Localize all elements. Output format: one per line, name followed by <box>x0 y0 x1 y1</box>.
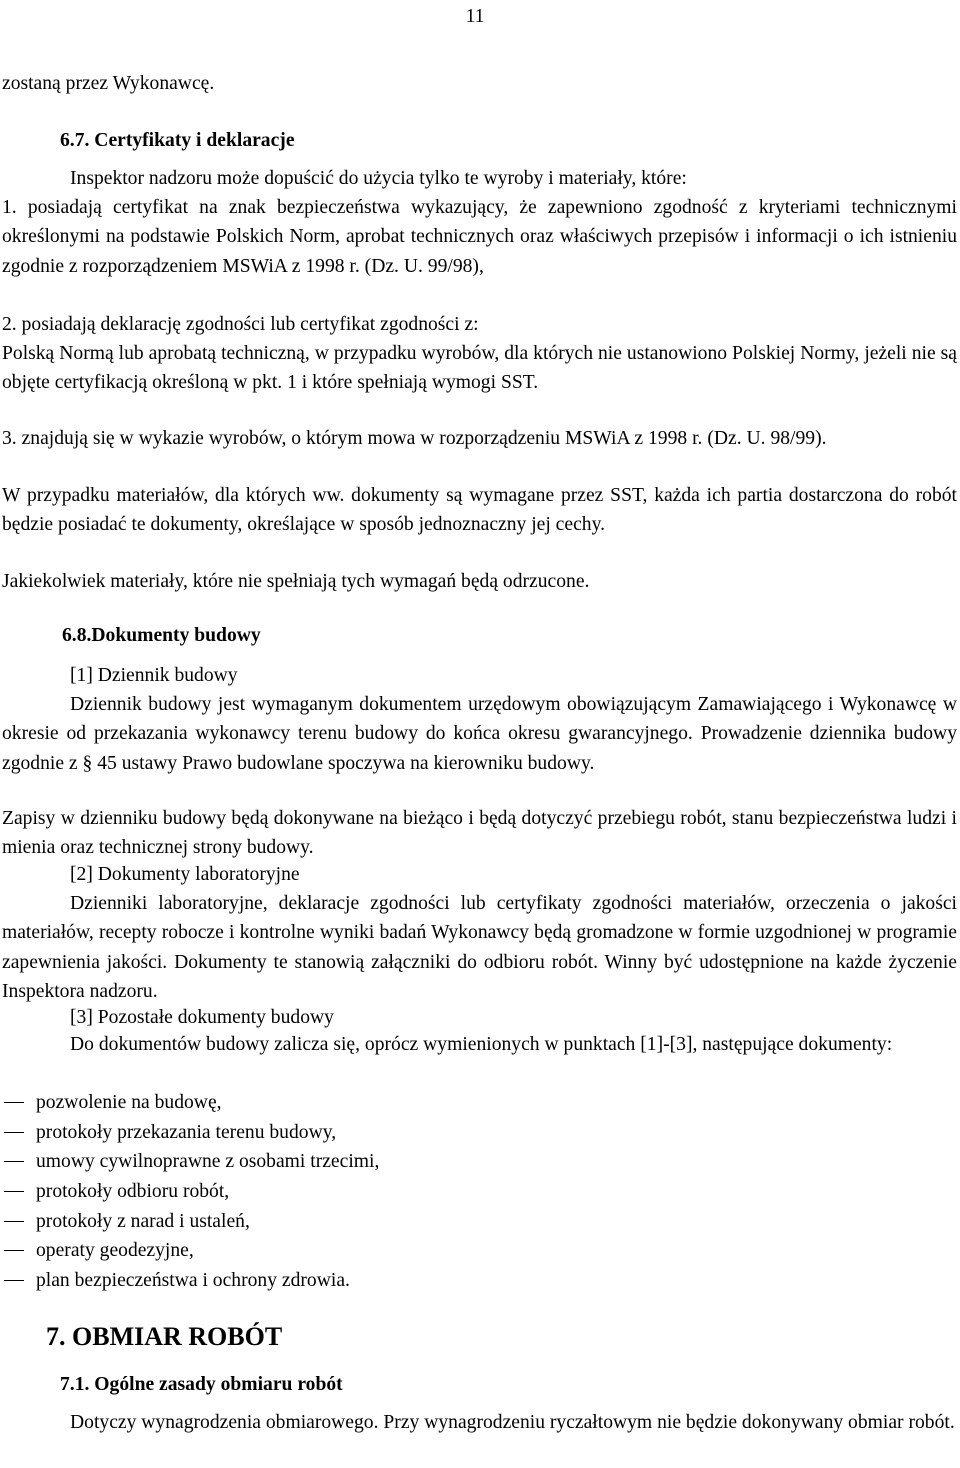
dash-bullet <box>4 1191 24 1192</box>
list-item: pozwolenie na budowę, <box>0 1088 379 1118</box>
item-3-paragraph: 3. znajdują się w wykazie wyrobów, o którym mowa w rozporządzeniu MSWiA z 1998 r. (Dz. U. 98/99). <box>2 428 827 449</box>
rejection-note: Jakiekolwiek materiały, które nie spełniają tych wymagań będą odrzucone. <box>2 571 590 592</box>
dash-bullet <box>4 1161 24 1162</box>
subsection-1-paragraph-2: Zapisy w dzienniku budowy będą dokonywane na bieżąco i będą dotyczyć przebiegu robót, stanu bezpieczeństwa ludzi i mienia oraz technicznej strony budowy. <box>2 808 957 859</box>
subsection-3-paragraph: Do dokumentów budowy zalicza się, oprócz wymienionych w punktach [1]-[3], następujące dokumenty: <box>70 1034 893 1055</box>
list-item: operaty geodezyjne, <box>0 1236 379 1266</box>
section-7-1-paragraph: Dotyczy wynagrodzenia obmiarowego. Przy wynagrodzeniu ryczałtowym nie będzie dokonywany obmiar robót. <box>70 1412 955 1433</box>
documents-list <box>0 1088 379 1296</box>
page-number: 11 <box>465 6 485 27</box>
dash-bullet <box>4 1221 24 1222</box>
list-item: protokoły odbioru robót, <box>0 1177 379 1207</box>
section-6-7-lead: Inspektor nadzoru może dopuścić do użycia tylko te wyroby i materiały, które: <box>70 168 687 189</box>
dash-bullet <box>4 1250 24 1251</box>
list-item: umowy cywilnoprawne z osobami trzecimi, <box>0 1147 379 1177</box>
dash-bullet <box>4 1280 24 1281</box>
subsection-1-paragraph-1: Dziennik budowy jest wymaganym dokumentem urzędowym obowiązującym Zamawiającego i Wykonawcę w okresie od przekazania wykonawcy terenu budowy do końca okresu gwarancyjnego. Prowadzenie dziennika budowy zgodnie z § 45 ustawy Prawo budowlane spoczywa na kierowniku budowy. <box>2 694 957 774</box>
list-item: protokoły przekazania terenu budowy, <box>0 1118 379 1148</box>
subsection-2-paragraph: Dzienniki laboratoryjne, deklaracje zgodności lub certyfikaty zgodności materiałów, orzeczenia o jakości materiałów, recepty robocze i kontrolne wyniki badań Wykonawcy będą gromadzone w formie uzgodnionej w programie zapewnienia jakości. Dokumenty te stanowią załączniki do odbioru robót. Winny być udostępnione na każde życzenie Inspektora nadzoru. <box>2 893 957 1002</box>
dash-bullet <box>4 1132 24 1133</box>
list-item: protokoły z narad i ustaleń, <box>0 1207 379 1237</box>
dash-bullet <box>4 1102 24 1103</box>
item-1-paragraph: 1. posiadają certyfikat na znak bezpieczeństwa wykazujący, że zapewniono zgodność z kryteriami technicznymi określonymi na podstawie Polskich Norm, aprobat technicznych oraz właściwych przepisów i informacji o ich istnieniu zgodnie z rozporządzeniem MSWiA z 1998 r. (Dz. U. 99/98), <box>2 197 957 277</box>
subsection-3-title: [3] Pozostałe dokumenty budowy <box>70 1007 334 1028</box>
item-2-heading: 2. posiadają deklarację zgodności lub certyfikat zgodności z: <box>2 314 479 335</box>
section-6-7-heading: 6.7. Certyfikaty i deklaracje <box>60 130 295 151</box>
subsection-1-title: [1] Dziennik budowy <box>70 665 238 686</box>
section-6-8-heading: 6.8.Dokumenty budowy <box>62 625 261 646</box>
item-2-paragraph: Polską Normą lub aprobatą techniczną, w przypadku wyrobów, dla których nie ustanowiono Polskiej Normy, jeżeli nie są objęte certyfikacją określoną w pkt. 1 i które spełniają wymogi SST. <box>2 343 957 394</box>
subsection-2-title: [2] Dokumenty laboratoryjne <box>70 864 300 885</box>
list-item: plan bezpieczeństwa i ochrony zdrowia. <box>0 1266 379 1296</box>
materials-note-paragraph: W przypadku materiałów, dla których ww. dokumenty są wymagane przez SST, każda ich partia dostarczona do robót będzie posiadać te dokumenty, określające w sposób jednoznaczny jej cechy. <box>2 485 957 536</box>
intro-line: zostaną przez Wykonawcę. <box>2 73 215 94</box>
section-7-1-heading: 7.1. Ogólne zasady obmiaru robót <box>60 1374 343 1395</box>
section-7-heading: 7. OBMIAR ROBÓT <box>46 1322 283 1351</box>
